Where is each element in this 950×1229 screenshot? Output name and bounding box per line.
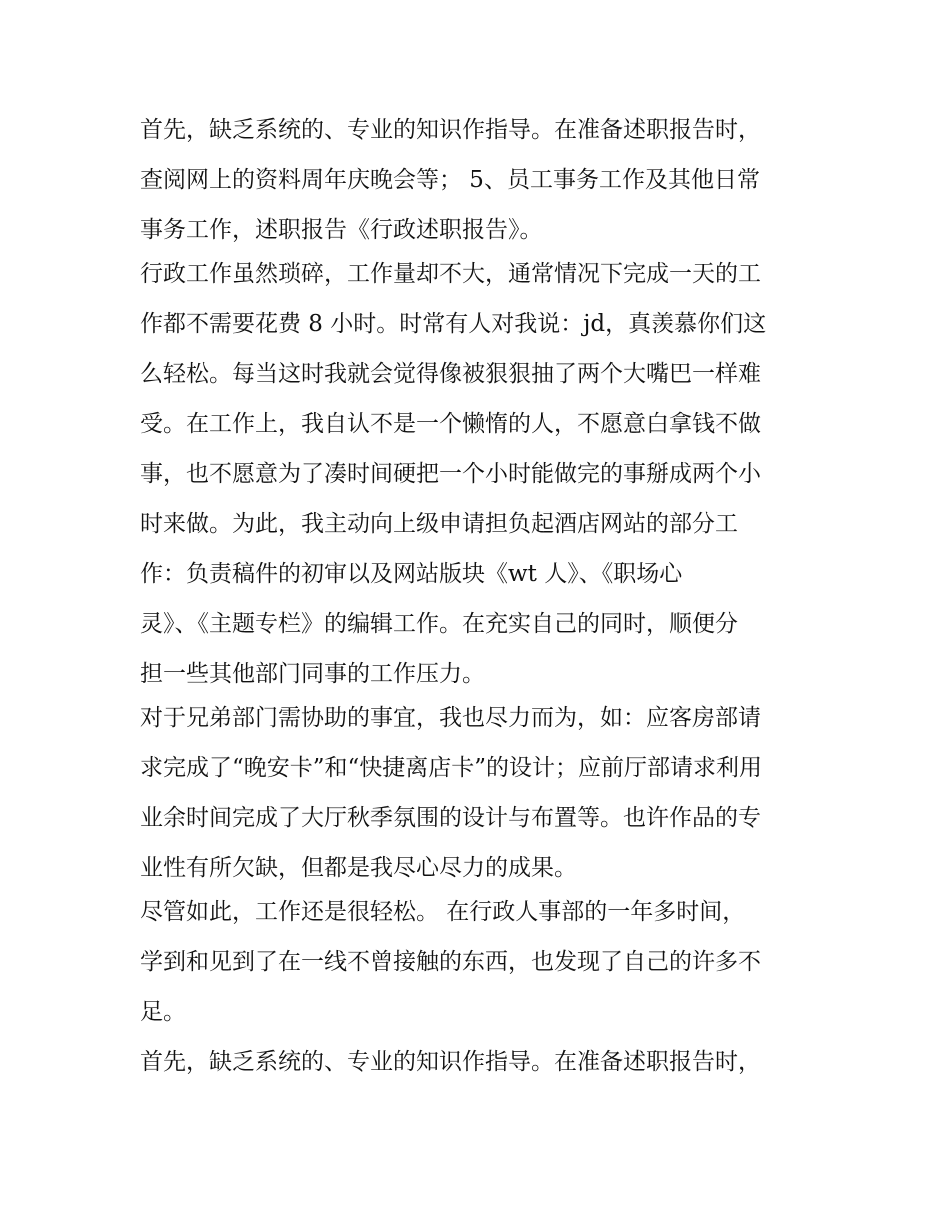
text-line-1: 首先，缺乏系统的、专业的知识作指导。在准备述职报告时， bbox=[140, 117, 761, 143]
text-line-4: 行政工作虽然琐碎，工作量却不大，通常情况下完成一天的工 bbox=[140, 261, 761, 287]
text-line-8: 事，也不愿意为了凑时间硬把一个小时能做完的事掰成两个小 bbox=[140, 461, 761, 487]
text-line-14: 求完成了“晚安卡”和“快捷离店卡”的设计；应前厅部请求利用 bbox=[140, 755, 763, 781]
text-line-5: 作都不需要花费 8 小时。时常有人对我说：jd，真羡慕你们这 bbox=[140, 311, 767, 337]
text-line-20: 首先，缺乏系统的、专业的知识作指导。在准备述职报告时， bbox=[140, 1049, 761, 1075]
text-line-9: 时来做。为此，我主动向上级申请担负起酒店网站的部分工 bbox=[140, 511, 738, 537]
document-body bbox=[140, 108, 820, 1090]
text-line-13: 对于兄弟部门需协助的事宜，我也尽力而为，如：应客房部请 bbox=[140, 705, 761, 731]
text-line-18: 学到和见到了在一线不曾接触的东西，也发现了自己的许多不 bbox=[140, 949, 761, 975]
text-line-7: 受。在工作上，我自认不是一个懒惰的人，不愿意白拿钱不做 bbox=[140, 411, 761, 437]
text-line-11: 灵》、《主题专栏》的编辑工作。在充实自己的同时，顺便分 bbox=[140, 611, 738, 637]
text-line-6: 么轻松。每当这时我就会觉得像被狠狠抽了两个大嘴巴一样难 bbox=[140, 361, 761, 387]
text-line-17: 尽管如此，工作还是很轻松。 在行政人事部的一年多时间， bbox=[140, 899, 746, 925]
text-line-16: 业性有所欠缺，但都是我尽心尽力的成果。 bbox=[140, 855, 577, 881]
text-line-15: 业余时间完成了大厅秋季氛围的设计与布置等。也许作品的专 bbox=[140, 805, 761, 831]
text-line-12: 担一些其他部门同事的工作压力。 bbox=[140, 661, 485, 687]
text-line-19: 足。 bbox=[140, 999, 186, 1025]
text-line-10: 作：负责稿件的初审以及网站版块《wt 人》、《职场心 bbox=[140, 561, 683, 587]
text-line-3: 事务工作，述职报告《行政述职报告》。 bbox=[140, 217, 543, 243]
text-line-2: 查阅网上的资料周年庆晚会等； 5、员工事务工作及其他日常 bbox=[140, 167, 760, 193]
